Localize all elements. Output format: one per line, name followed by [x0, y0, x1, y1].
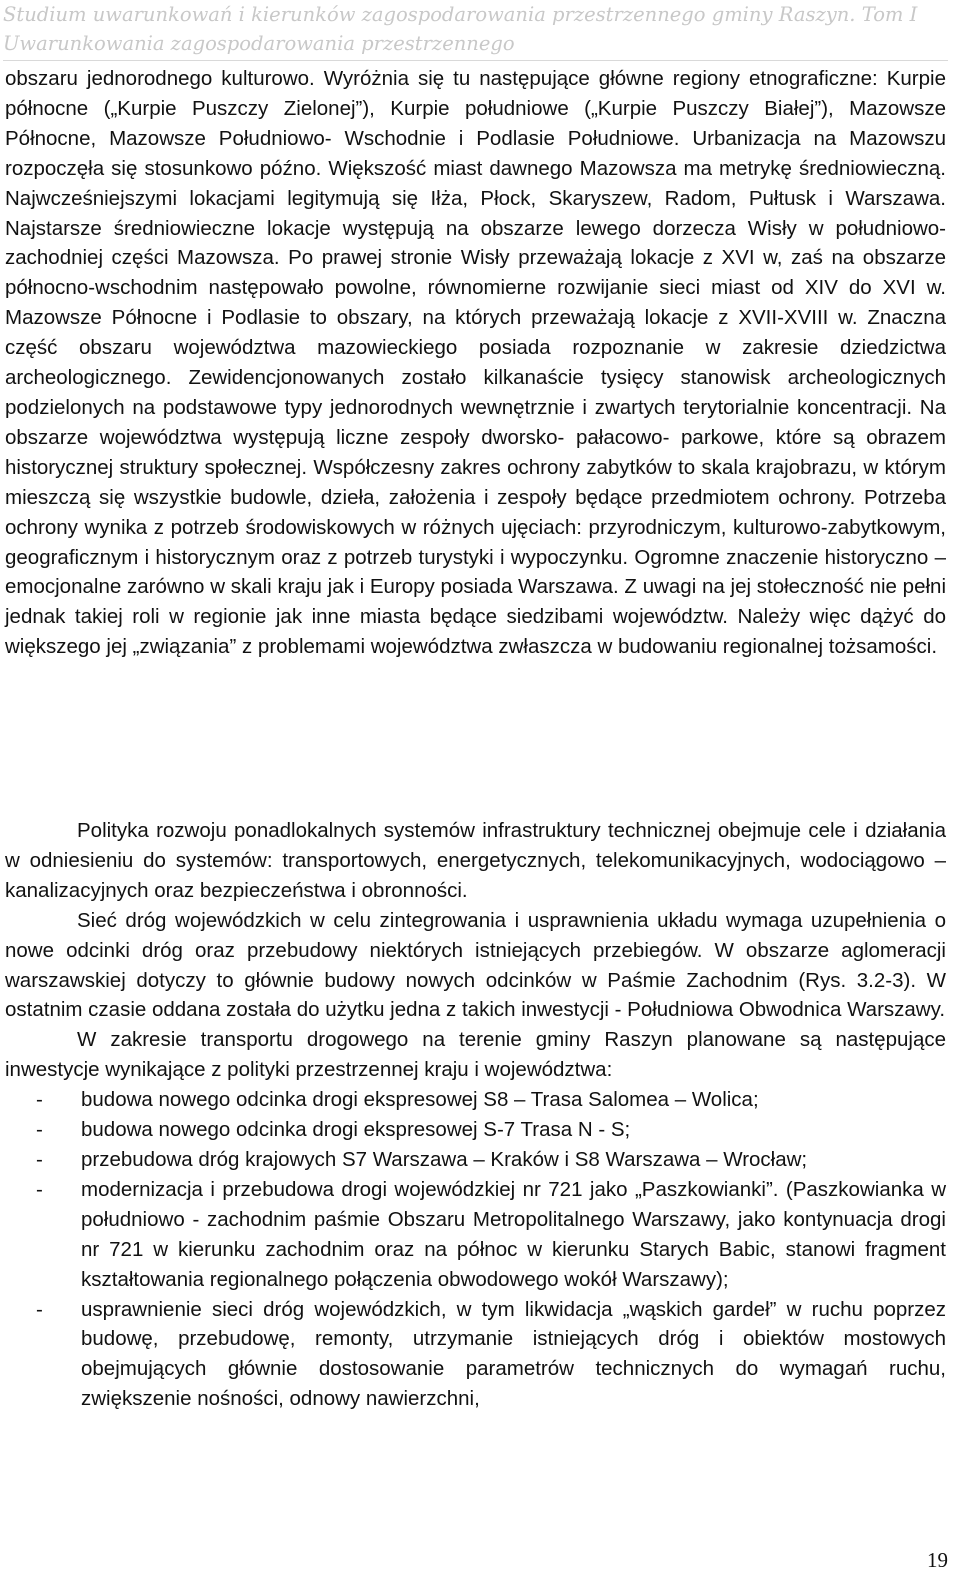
- page-number: 19: [927, 1548, 948, 1572]
- bullet-dash: -: [36, 1177, 43, 1201]
- body-text-top: [5, 64, 946, 662]
- bullet-dash: -: [36, 1297, 43, 1321]
- list-item: [5, 1295, 946, 1415]
- header-subtitle-line: Uwarunkowania zagospodarowania przestrzennego: [3, 32, 515, 55]
- running-header: [0, 0, 960, 62]
- bullet-dash: -: [36, 1088, 43, 1112]
- list-item: [5, 1145, 946, 1175]
- list-item-text: budowa nowego odcinka drogi ekspresowej S-7 Trasa N - S;: [81, 1118, 631, 1142]
- paragraph-road-investments: W zakresie transportu drogowego na terenie gminy Raszyn planowane są następujące inwestycje wynikające z polityki przestrzennej kraju i województwa:: [5, 1028, 946, 1082]
- list-item: [5, 1175, 946, 1295]
- list-item-text: usprawnienie sieci dróg wojewódzkich, w tym likwidacja „wąskich gardeł” w ruchu poprzez budowę, przebudowę, remonty, utrzymanie istniejących dróg i obiektów mostowych obejmujących głównie dostosowanie parametrów technicznych do wymagań ruchu, zwiększenie nośności, odnowy nawierzchni,: [81, 1297, 946, 1411]
- list-item: [5, 1085, 946, 1115]
- bullet-dash: -: [36, 1147, 43, 1171]
- paragraph-infrastructure-policy: Polityka rozwoju ponadlokalnych systemów infrastruktury technicznej obejmuje cele i działania w odniesieniu do systemów: transportowych, energetycznych, telekomunikacyjnych, wodociągowo – kanalizacyjnych oraz bezpieczeństwa i obronności.: [5, 819, 946, 902]
- list-item-text: budowa nowego odcinka drogi ekspresowej S8 – Trasa Salomea – Wolica;: [81, 1088, 759, 1112]
- paragraph-voivodeship-roads: Sieć dróg wojewódzkich w celu zintegrowania i usprawnienia układu wymaga uzupełnienia o nowe odcinki dróg oraz przebudowy niektórych istniejących przebiegów. W obszarze aglomeracji warszawskiej dotyczy to głównie budowy nowych odcinków w Paśmie Zachodnim (Rys. 3.2-3). W ostatnim czasie oddana została do użytku jedna z takich inwestycji - Południowa Obwodnica Warszawy.: [5, 908, 946, 1022]
- list-item: [5, 1115, 946, 1145]
- road-investment-list: [5, 1085, 946, 1414]
- paragraph-heritage: obszaru jednorodnego kulturowo. Wyróżnia się tu następujące główne regiony etnograficzne: Kurpie północne („Kurpie Puszczy Zielonej”), Kurpie południowe („Kurpie Puszczy Białej”), Mazowsze Północne, Mazowsze Południowo- Wschodnie i Podlasie Południowe. Urbanizacja na Mazowszu rozpoczęła się stosunkowo późno. Większość miast dawnego Mazowsza ma metrykę średniowieczną. Najwcześniejszymi lokacjami legitymują się Iłża, Płock, Skaryszew, Radom, Pułtusk i Warszawa. Najstarsze średniowieczne lokacje występują na obszarze lewego dorzecza Wisły w południowo-zachodniej części Mazowsza. Po prawej stronie Wisły przeważają lokacje z XVI w, zaś na obszarze północno-wschodnim następowało powolne, równomierne rozwijanie sieci miast od XIV do XVI w. Mazowsze Północne i Podlasie to obszary, na których przeważają lokacje z XVII-XVIII w. Znaczna część obszaru województwa mazowieckiego posiada rozpoznanie w zakresie dziedzictwa archeologicznego. Zewidencjonowanych zostało kilkanaście tysięcy stanowisk archeologicznych podzielonych na podstawowe typy jednorodnych wewnętrznie i zwartych terytorialnie koncentracji. Na obszarze województwa występują liczne zespoły dworsko- pałacowo- parkowe, które są obrazem historycznej struktury społecznej. Współczesny zakres ochrony zabytków to skala krajobrazu, w którym mieszczą się wszystkie budowle, dzieła, założenia i zespoły będące przedmiotem ochrony. Potrzeba ochrony wynika z potrzeb środowiskowych w różnych ujęciach: przyrodniczym, kulturowo-zabytkowym, geograficznym i historycznym oraz z potrzeb turystyki i wypoczynku. Ogromne znaczenie historyczno – emocjonalne zarówno w skali kraju jak i Europy posiada Warszawa. Z uwagi na jej stołeczność nie pełni jednak takiej roli w regionie jak inne miasta będące siedzibami województw. Należy więc dążyć do większego jej „związania” z problemami województwa zwłaszcza w budowaniu regionalnej tożsamości.: [5, 67, 946, 659]
- list-item-text: modernizacja i przebudowa drogi wojewódzkiej nr 721 jako „Paszkowianki”. (Paszkowianka w południowo - zachodnim paśmie Obszaru Metropolitalnego Warszawy, jako kontynuacja drogi nr 721 w kierunku zachodnim oraz na północ w kierunku Starych Babic, stanowi fragment kształtowania regionalnego połączenia obwodowego wokół Warszawy);: [81, 1177, 946, 1291]
- header-divider: [3, 60, 948, 61]
- header-title-line: Studium uwarunkowań i kierunków zagospodarowania przestrzennego gminy Raszyn. Tom I: [3, 3, 918, 26]
- list-item-text: przebudowa dróg krajowych S7 Warszawa – Kraków i S8 Warszawa – Wrocław;: [81, 1147, 808, 1171]
- bullet-dash: -: [36, 1118, 43, 1142]
- body-text-bottom: [5, 816, 946, 1414]
